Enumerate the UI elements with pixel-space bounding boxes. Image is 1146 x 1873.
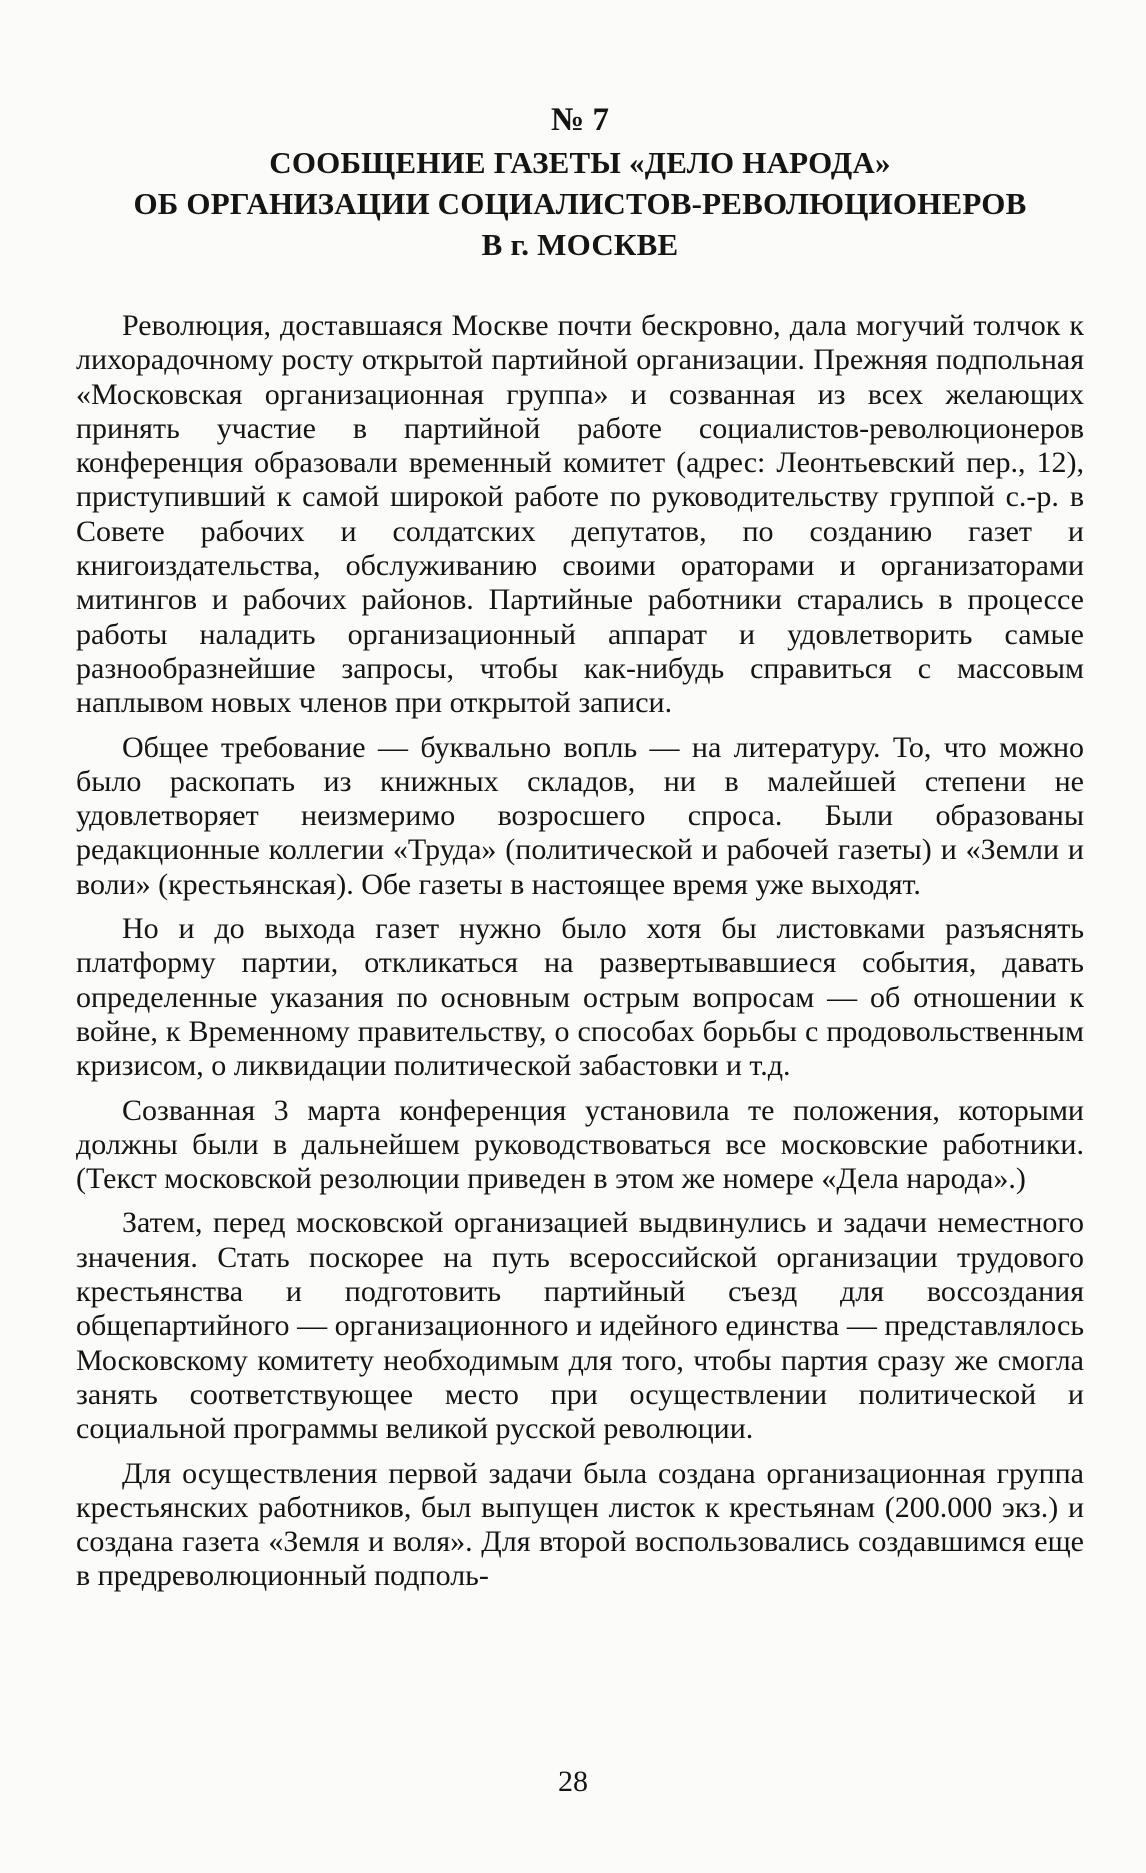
- title-line: В г. МОСКВЕ: [481, 227, 679, 262]
- document-body: [76, 100, 1084, 1604]
- paragraph: Для осуществления первой задачи была создана организационная группа крестьянских работников, был выпущен листок к крестьянам (200.000 экз.) и создана газета «Земля и воля». Для второй воспользовались создавшимся еще в предреволюционный подполь-: [76, 1456, 1084, 1593]
- paragraph: Революция, доставшаяся Москве почти бескровно, дала могучий толчок к лихорадочному росту открытой партийной организации. Прежняя подпольная «Московская организационная группа» и созванная из всех желающих принять участие в партийной работе социалистов-революционеров конференция образовали временный комитет (адрес: Леонтьевский пер., 12), приступивший к самой широкой работе по руководительству группой с.-р. в Совете рабочих и солдатских депутатов, по созданию газет и книгоиздательства, обслуживанию своими ораторами и организаторами митингов и рабочих районов. Партийные работники старались в процессе работы наладить организационный аппарат и удовлетворить самые разнообразнейшие запросы, чтобы как-нибудь справиться с массовым наплывом новых членов при открытой записи.: [76, 309, 1084, 720]
- title-line: ОБ ОРГАНИЗАЦИИ СОЦИАЛИСТОВ-РЕВОЛЮЦИОНЕРОВ: [133, 186, 1027, 221]
- paragraph: Но и до выхода газет нужно было хотя бы листовками разъяснять платформу партии, откликаться на развертывавшиеся события, давать определенные указания по основным острым вопросам — об отношении к войне, к Временному правительству, о способах борьбы с продовольственным кризисом, о ликвидации политической забастовки и т.д.: [76, 912, 1084, 1083]
- paragraph: Созванная 3 марта конференция установила те положения, которыми должны были в дальнейшем руководствоваться все московские работники. (Текст московской резолюции приведен в этом же номере «Дела народа».): [76, 1093, 1084, 1196]
- paragraph: Общее требование — буквально вопль — на литературу. То, что можно было раскопать из книжных складов, ни в малейшей степени не удовлетворяет неизмеримо возросшего спроса. Были образованы редакционные коллегии «Труда» (политической и рабочей газеты) и «Земли и воли» (крестьянская). Обе газеты в настоящее время уже выходят.: [76, 730, 1084, 901]
- article-text: [76, 309, 1084, 1594]
- title-line: СООБЩЕНИЕ ГАЗЕТЫ «ДЕЛО НАРОДА»: [269, 145, 891, 180]
- page-number: 28: [558, 1765, 588, 1798]
- document-number: № 7: [551, 102, 609, 138]
- paragraph: Затем, перед московской организацией выдвинулись и задачи неместного значения. Стать поскорее на путь всероссийской организации трудового крестьянства и подготовить партийный съезд для воссоздания общепартийного — организационного и идейного единства — представлялось Московскому комитету необходимым для того, чтобы партия сразу же смогла занять соответствующее место при осуществлении политической и социальной программы великой русской революции.: [76, 1206, 1084, 1446]
- document-title: [76, 142, 1084, 265]
